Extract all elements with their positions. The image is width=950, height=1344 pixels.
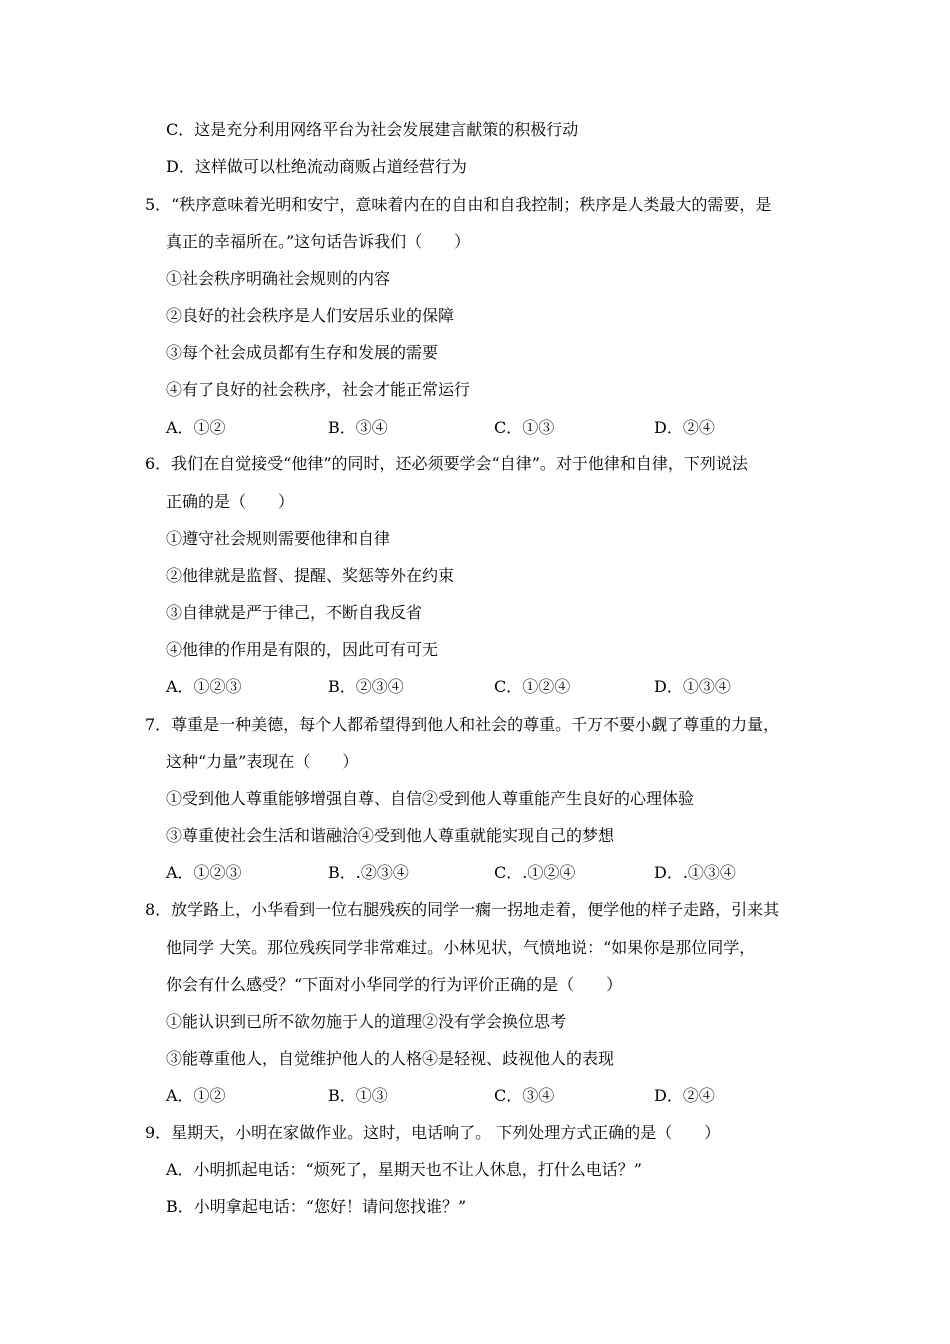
q9-stem: 9．星期天，小明在家做作业。这时，电话响了。 下列处理方式正确的是（ ） — [145, 1123, 721, 1142]
q5-statement-2: ②良好的社会秩序是人们安居乐业的保障 — [166, 306, 455, 325]
q6-option-d: D．①③④ — [654, 677, 731, 696]
q5-statement-3: ③每个社会成员都有生存和发展的需要 — [166, 343, 439, 362]
q6-option-a: A．①②③ — [166, 677, 242, 696]
q4-option-c: C．这是充分利用网络平台为社会发展建言献策的积极行动 — [166, 120, 579, 139]
q8-option-d: D．②④ — [654, 1086, 715, 1105]
q7-option-d: D．.①③④ — [654, 863, 736, 882]
q4-option-d: D．这样做可以杜绝流动商贩占道经营行为 — [166, 157, 467, 176]
q8-option-c: C．③④ — [494, 1086, 555, 1105]
q8-statements-1-2: ①能认识到已所不欲勿施于人的道理②没有学会换位思考 — [166, 1012, 567, 1031]
q5-option-c: C．①③ — [494, 418, 555, 437]
q8-stem-line3: 你会有什么感受？“下面对小华同学的行为评价正确的是（ ） — [166, 975, 623, 994]
q6-statement-1: ①遵守社会规则需要他律和自律 — [166, 529, 391, 548]
q6-statement-2: ②他律就是监督、提醒、奖惩等外在约束 — [166, 566, 455, 585]
q8-option-a: A．①② — [166, 1086, 226, 1105]
q8-stem-line2: 他同学 大笑。那位残疾同学非常难过。小林见状，气愤地说：“如果你是那位同学， — [166, 938, 756, 957]
q5-option-a: A．①② — [166, 418, 226, 437]
q5-stem-line1: 5．“秩序意味着光明和安宁，意味着内在的自由和自我控制；秩序是人类最大的需要，是 — [145, 195, 772, 214]
q5-statement-4: ④有了良好的社会秩序，社会才能正常运行 — [166, 380, 471, 399]
q7-statements-3-4: ③尊重使社会生活和谐融洽④受到他人尊重就能实现自己的梦想 — [166, 826, 615, 845]
q7-option-b: B．.②③④ — [328, 863, 409, 882]
q8-stem-line1: 8．放学路上，小华看到一位右腿残疾的同学一瘸一拐地走着，便学他的样子走路，引来其 — [145, 900, 780, 919]
q5-option-d: D．②④ — [654, 418, 715, 437]
q7-option-a: A．①②③ — [166, 863, 242, 882]
q6-stem-line2: 正确的是（ ） — [166, 492, 295, 511]
q7-stem-line2: 这种“力量”表现在（ ） — [166, 752, 359, 771]
q6-statement-3: ③自律就是严于律己，不断自我反省 — [166, 603, 423, 622]
q9-option-a: A．小明抓起电话：“烦死了，星期天也不让人休息，打什么电话？” — [166, 1160, 642, 1179]
q8-statements-3-4: ③能尊重他人，自觉维护他人的人格④是轻视、歧视他人的表现 — [166, 1049, 615, 1068]
q8-option-b: B．①③ — [328, 1086, 388, 1105]
q5-stem-line2: 真正的幸福所在。”这句话告诉我们（ ） — [166, 232, 471, 251]
q7-statements-1-2: ①受到他人尊重能够增强自尊、自信②受到他人尊重能产生良好的心理体验 — [166, 789, 695, 808]
q7-stem-line1: 7．尊重是一种美德，每个人都希望得到他人和社会的尊重。千万不要小觑了尊重的力量， — [145, 715, 780, 734]
q7-option-c: C．.①②④ — [494, 863, 576, 882]
q5-statement-1: ①社会秩序明确社会规则的内容 — [166, 269, 391, 288]
q6-option-c: C．①②④ — [494, 677, 571, 696]
q6-stem-line1: 6．我们在自觉接受“他律”的同时，还必须要学会“自律”。对于他律和自律，下列说法 — [145, 454, 748, 473]
q6-statement-4: ④他律的作用是有限的，因此可有可无 — [166, 640, 439, 659]
q5-option-b: B．③④ — [328, 418, 388, 437]
q9-option-b: B．小明拿起电话：“您好！请问您找谁？” — [166, 1197, 467, 1216]
q6-option-b: B．②③④ — [328, 677, 404, 696]
